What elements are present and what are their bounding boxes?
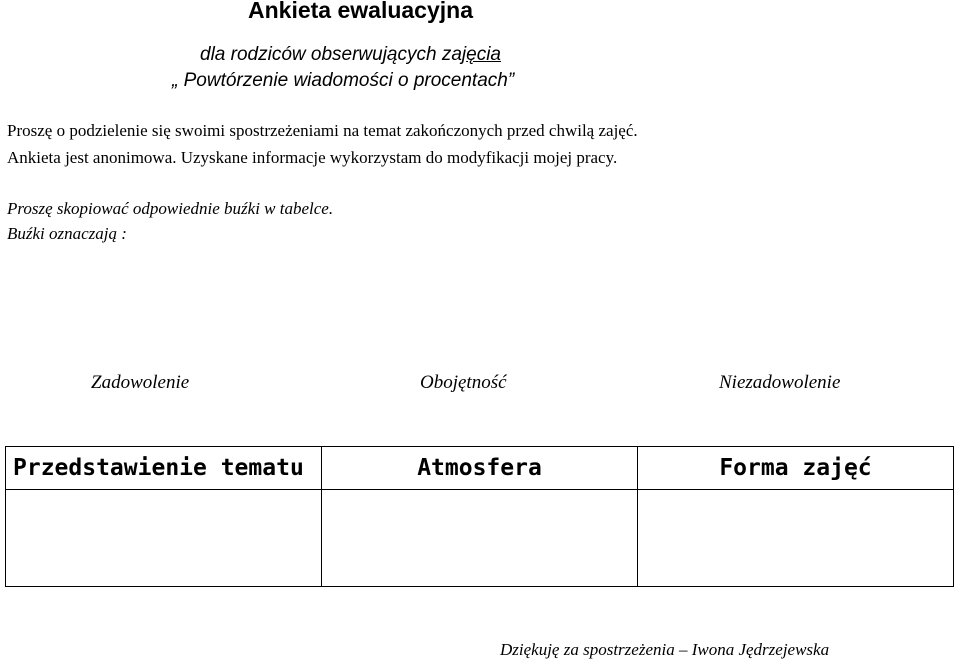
instruction-line-1: Proszę skopiować odpowiednie buźki w tabelce. xyxy=(7,199,334,218)
header-atmosphere: Atmosfera xyxy=(322,447,638,490)
audience-subtitle xyxy=(200,44,501,66)
legend-indifference: Obojętność xyxy=(420,372,507,393)
document-title: Ankieta ewaluacyjna xyxy=(248,0,473,23)
cell-atmosphere[interactable] xyxy=(322,490,638,587)
intro-line-2: Ankieta jest anonimowa. Uzyskane informacje wykorzystam do modyfikacji mojej pracy. xyxy=(7,148,618,167)
table-row xyxy=(6,490,954,587)
legend-dissatisfaction: Niezadowolenie xyxy=(719,372,841,393)
audience-underlined-text: ęcia xyxy=(466,44,501,65)
signature: Dziękuję za spostrzeżenia – Iwona Jędrzejewska xyxy=(500,640,830,659)
audience-text: dla rodziców obserwujących zaj xyxy=(200,44,467,65)
lesson-topic: „ Powtórzenie wiadomości o procentach” xyxy=(172,70,515,91)
header-lesson-form: Forma zajęć xyxy=(638,447,954,490)
cell-topic-presentation[interactable] xyxy=(6,490,322,587)
legend-satisfaction: Zadowolenie xyxy=(91,372,190,393)
header-topic-presentation: Przedstawienie tematu xyxy=(6,447,322,490)
table-header-row xyxy=(6,447,954,490)
intro-line-1: Proszę o podzielenie się swoimi spostrzeżeniami na temat zakończonych przed chwilą zajęć. xyxy=(7,121,638,140)
cell-lesson-form[interactable] xyxy=(638,490,954,587)
evaluation-table xyxy=(5,446,954,587)
instruction-line-2: Buźki oznaczają : xyxy=(7,224,127,243)
